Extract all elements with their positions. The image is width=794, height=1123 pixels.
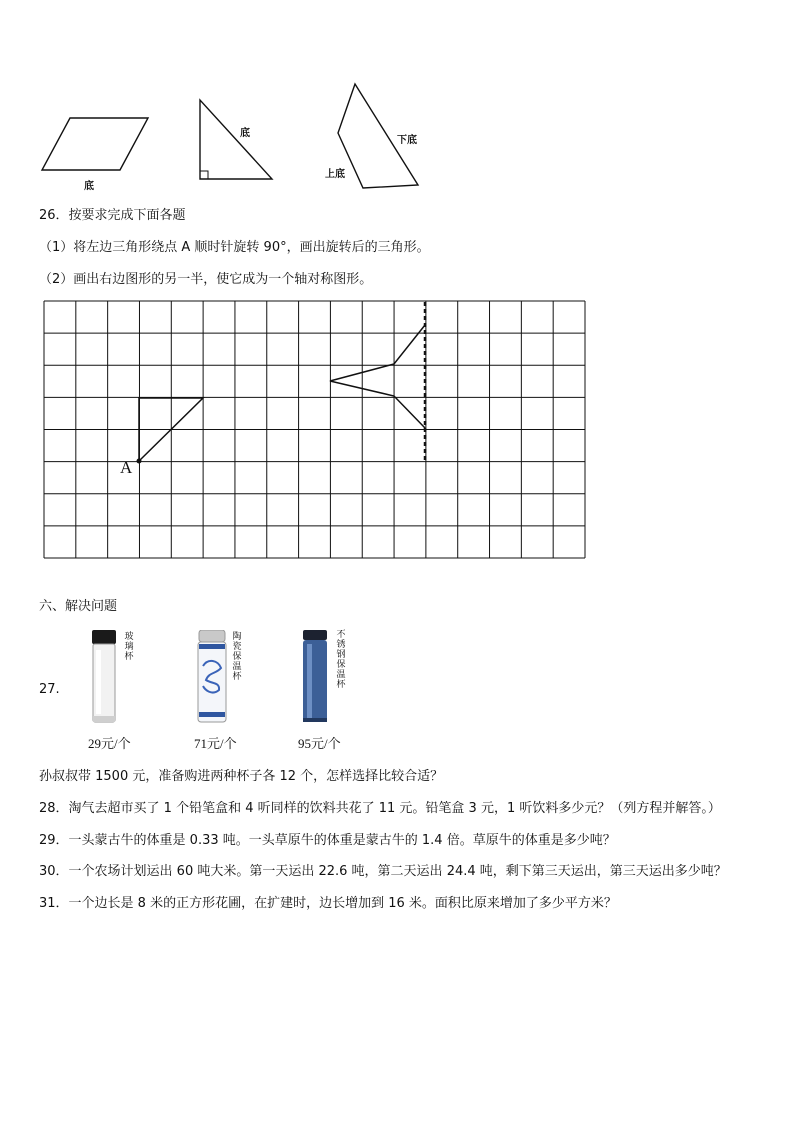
parallelogram-base-label: 底 <box>84 181 94 192</box>
ceramic-cup-image <box>194 630 230 725</box>
glass-cup-price: 29元/个 <box>88 736 131 751</box>
right-triangle <box>200 100 272 179</box>
ceramic-cup-label: 陶瓷保温杯 <box>232 632 242 682</box>
q26-title: 26．按要求完成下面各题 <box>39 208 186 223</box>
drawing-grid <box>40 297 590 562</box>
point-a <box>137 459 142 464</box>
q27-number: 27. <box>39 682 60 697</box>
right-angle-mark <box>200 171 208 179</box>
q26-part1: （1）将左边三角形绕点 A 顺时针旋转 90°，画出旋转后的三角形。 <box>39 240 430 255</box>
ceramic-cup-price: 71元/个 <box>194 736 237 751</box>
trapezoid-top-label: 上底 <box>325 169 345 180</box>
parallelogram <box>42 118 148 170</box>
q28-text: 28．淘气去超市买了 1 个铅笔盒和 4 听同样的饮料共花了 11 元。铅笔盒 3 元，1 听饮料多少元？（列方程并解答。） <box>39 801 721 816</box>
half-figure <box>330 325 425 428</box>
stainless-cup-image <box>300 630 330 725</box>
triangle-base-label: 底 <box>240 128 250 139</box>
stainless-cup-price: 95元/个 <box>298 736 341 751</box>
section6-title: 六、解决问题 <box>39 599 118 614</box>
glass-cup-image <box>88 630 120 725</box>
q27-text: 孙叔叔带 1500 元，准备购进两种杯子各 12 个，怎样选择比较合适？ <box>39 769 444 784</box>
trapezoid-bottom-label: 下底 <box>397 135 417 146</box>
grid-lines <box>44 301 585 558</box>
stainless-cup-label: 不锈钢保温杯 <box>336 630 346 690</box>
point-a-label: A <box>120 458 133 477</box>
q26-part2: （2）画出右边图形的另一半，使它成为一个轴对称图形。 <box>39 272 373 287</box>
q30-text: 30．一个农场计划运出 60 吨大米。第一天运出 22.6 吨，第二天运出 24.4 吨，剩下第三天运出，第三天运出多少吨？ <box>39 864 727 879</box>
glass-cup-label: 玻璃杯 <box>124 632 134 662</box>
q29-text: 29．一头蒙古牛的体重是 0.33 吨。一头草原牛的体重是蒙古牛的 1.4 倍。草原牛的体重是多少吨？ <box>39 833 616 848</box>
q31-text: 31．一个边长是 8 米的正方形花圃，在扩建时，边长增加到 16 米。面积比原来增加了多少平方米？ <box>39 896 617 911</box>
